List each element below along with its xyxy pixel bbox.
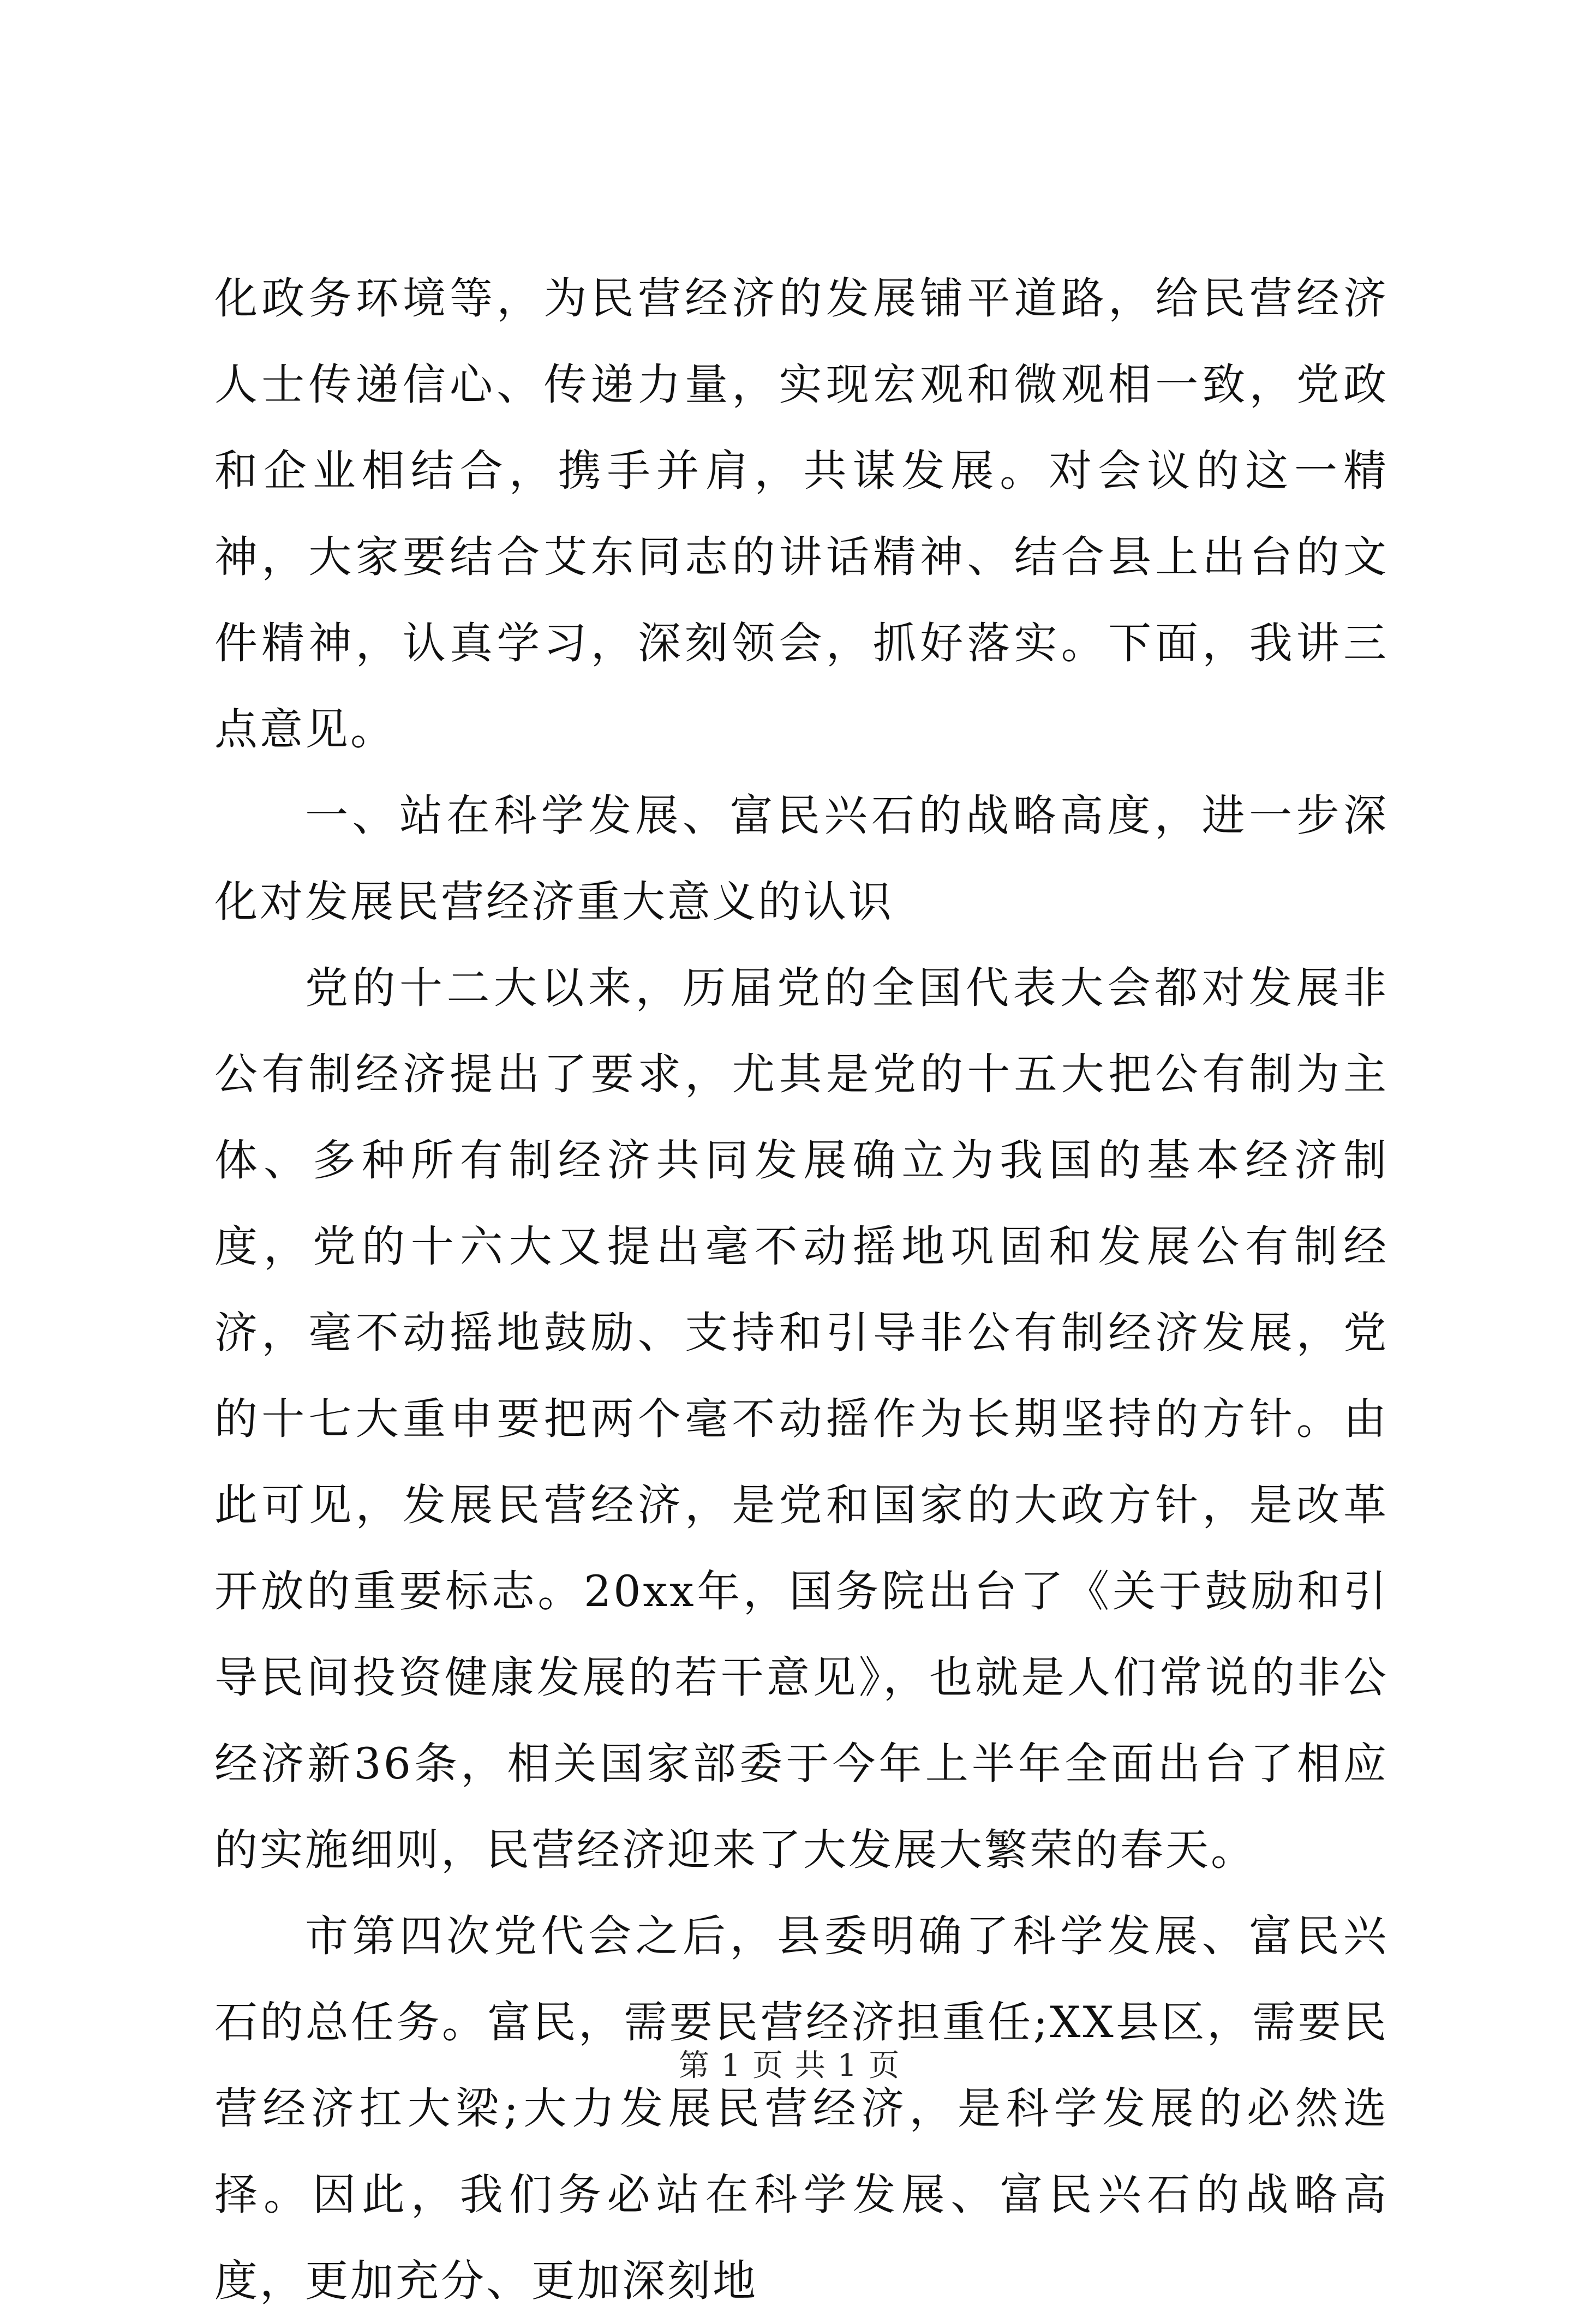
document-body [214, 255, 1389, 2324]
paragraph-2-heading: 一、站在科学发展、富民兴石的战略高度，进一步深化对发展民营经济重大意义的认识 [214, 790, 1389, 927]
paragraph-4: 市第四次党代会之后，县委明确了科学发展、富民兴石的总任务。富民，需要民营经济担重任;XX县区，需要民营经济扛大梁;大力发展民营经济，是科学发展的必然选择。因此，我们务必站在科学发展、富民兴石的战略高度，更加充分、更加深刻地 [214, 1911, 1389, 2306]
paragraph-1: 化政务环境等，为民营经济的发展铺平道路，给民营经济人士传递信心、传递力量，实现宏观和微观相一致，党政和企业相结合，携手并肩，共谋发展。对会议的这一精神，大家要结合艾东同志的讲话精神、结合县上出台的文件精神，认真学习，深刻领会，抓好落实。下面，我讲三点意见。 [214, 273, 1389, 754]
paragraph-3: 党的十二大以来，历届党的全国代表大会都对发展非公有制经济提出了要求，尤其是党的十五大把公有制为主体、多种所有制经济共同发展确立为我国的基本经济制度，党的十六大又提出毫不动摇地巩固和发展公有制经济，毫不动摇地鼓励、支持和引导非公有制经济发展，党的十七大重申要把两个毫不动摇作为长期坚持的方针。由此可见，发展民营经济，是党和国家的大政方针，是改革开放的重要标志。20xx年，国务院出台了《关于鼓励和引导民间投资健康发展的若干意见》，也就是人们常说的非公经济新36条，相关国家部委于今年上半年全面出台了相应的实施细则，民营经济迎来了大发展大繁荣的春天。 [214, 963, 1389, 1875]
page-footer: 第 1 页 共 1 页 [678, 2048, 901, 2083]
